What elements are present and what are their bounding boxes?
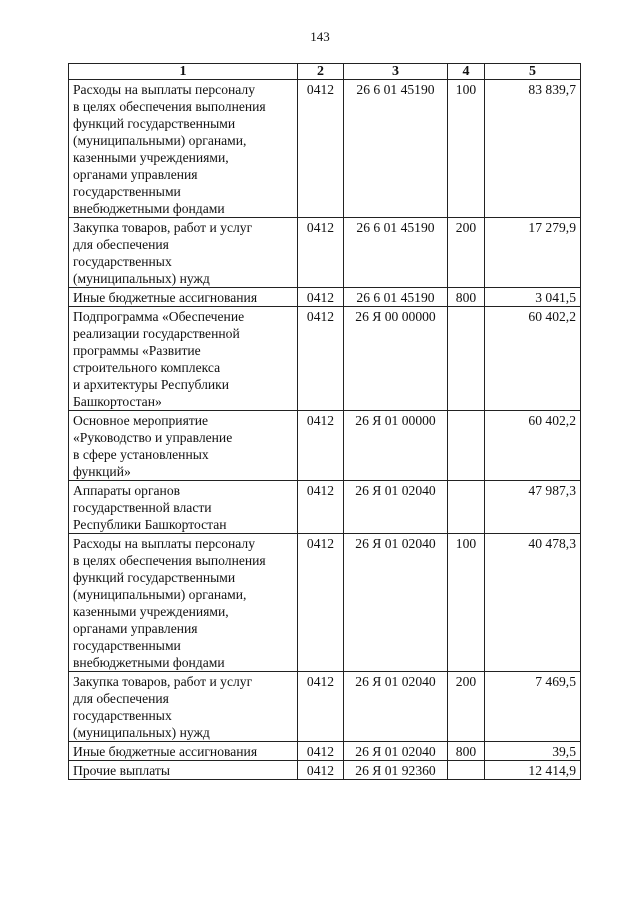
amount-cell: 3 041,5 [485,288,581,307]
table-header [69,64,581,80]
amount-cell: 60 402,2 [485,411,581,481]
target-article-cell: 26 Я 01 02040 [344,481,448,534]
amount-cell: 7 469,5 [485,672,581,742]
expense-type-cell: 200 [448,672,485,742]
table-row [69,80,581,218]
expense-type-cell [448,411,485,481]
table-row [69,411,581,481]
section-code-cell: 0412 [298,411,344,481]
expense-type-cell [448,307,485,411]
expense-type-cell: 800 [448,742,485,761]
amount-cell: 83 839,7 [485,80,581,218]
section-code-cell: 0412 [298,742,344,761]
expense-type-cell [448,481,485,534]
table-row [69,481,581,534]
page-number: 143 [310,29,330,44]
target-article-cell: 26 Я 01 92360 [344,761,448,780]
target-article-cell: 26 6 01 45190 [344,218,448,288]
target-article-cell: 26 6 01 45190 [344,288,448,307]
table-row [69,761,581,780]
row-name-cell: Основное мероприятие «Руководство и управление в сфере установленных функций» [69,411,298,481]
expense-type-cell: 100 [448,534,485,672]
row-name-cell: Расходы на выплаты персоналу в целях обеспечения выполнения функций государственными (муниципальными) органами, казенными учреждениями, органами управления государственными внебюджетными фондами [69,534,298,672]
target-article-cell: 26 Я 01 02040 [344,672,448,742]
target-article-cell: 26 Я 00 00000 [344,307,448,411]
section-code-cell: 0412 [298,307,344,411]
row-name-cell: Подпрограмма «Обеспечение реализации государственной программы «Развитие строительного комплекса и архитектуры Республики Башкортостан» [69,307,298,411]
table-row [69,742,581,761]
row-name-cell: Иные бюджетные ассигнования [69,288,298,307]
section-code-cell: 0412 [298,80,344,218]
expense-type-cell: 200 [448,218,485,288]
table-row [69,218,581,288]
amount-cell: 47 987,3 [485,481,581,534]
amount-cell: 60 402,2 [485,307,581,411]
amount-cell: 17 279,9 [485,218,581,288]
row-name-cell: Иные бюджетные ассигнования [69,742,298,761]
expense-type-cell [448,761,485,780]
expense-type-cell: 800 [448,288,485,307]
section-code-cell: 0412 [298,481,344,534]
table-row [69,288,581,307]
section-code-cell: 0412 [298,218,344,288]
target-article-cell: 26 Я 01 02040 [344,534,448,672]
target-article-cell: 26 Я 01 00000 [344,411,448,481]
amount-cell: 12 414,9 [485,761,581,780]
header-col-3: 3 [344,64,448,80]
section-code-cell: 0412 [298,761,344,780]
table-row [69,534,581,672]
target-article-cell: 26 Я 01 02040 [344,742,448,761]
row-name-cell: Прочие выплаты [69,761,298,780]
table-body [69,80,581,780]
row-name-cell: Расходы на выплаты персоналу в целях обеспечения выполнения функций государственными (муниципальными) органами, казенными учреждениями, органами управления государственными внебюджетными фондами [69,80,298,218]
row-name-cell: Закупка товаров, работ и услуг для обеспечения государственных (муниципальных) нужд [69,218,298,288]
section-code-cell: 0412 [298,534,344,672]
section-code-cell: 0412 [298,672,344,742]
amount-cell: 40 478,3 [485,534,581,672]
table-row [69,672,581,742]
header-col-1: 1 [69,64,298,80]
target-article-cell: 26 6 01 45190 [344,80,448,218]
header-row [69,64,581,80]
table-row [69,307,581,411]
header-col-4: 4 [448,64,485,80]
row-name-cell: Закупка товаров, работ и услуг для обеспечения государственных (муниципальных) нужд [69,672,298,742]
section-code-cell: 0412 [298,288,344,307]
row-name-cell: Аппараты органов государственной власти Республики Башкортостан [69,481,298,534]
header-col-5: 5 [485,64,581,80]
header-col-2: 2 [298,64,344,80]
amount-cell: 39,5 [485,742,581,761]
budget-table [68,63,581,780]
expense-type-cell: 100 [448,80,485,218]
